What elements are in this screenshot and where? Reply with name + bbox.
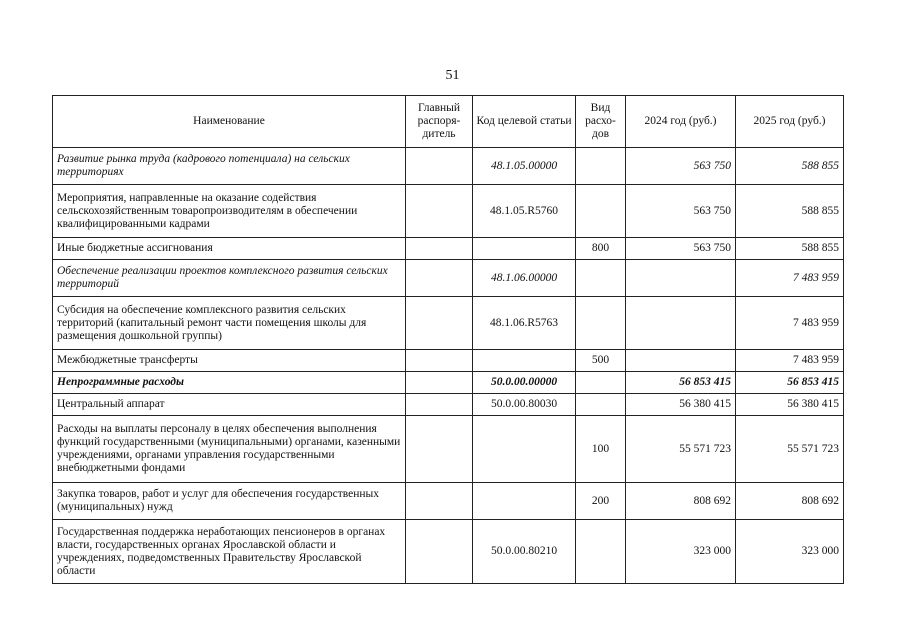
cell-code: 50.0.00.80030 [473,394,576,416]
cell-amount-2025: 588 855 [736,238,844,260]
cell-admin [406,350,473,372]
table-row [53,297,844,350]
table-row [53,394,844,416]
table-row [53,416,844,483]
header-code: Код целевой статьи [473,96,576,148]
cell-admin [406,260,473,297]
table-row [53,238,844,260]
cell-amount-2025: 56 380 415 [736,394,844,416]
table-header-row [53,96,844,148]
cell-amount-2024: 56 853 415 [626,372,736,394]
cell-amount-2025: 323 000 [736,520,844,584]
cell-amount-2024 [626,297,736,350]
cell-code [473,416,576,483]
cell-amount-2025: 7 483 959 [736,260,844,297]
cell-amount-2024: 808 692 [626,483,736,520]
header-name: Наименование [53,96,406,148]
cell-amount-2024: 563 750 [626,238,736,260]
table-row [53,148,844,185]
cell-expense-type: 200 [576,483,626,520]
cell-amount-2024: 563 750 [626,185,736,238]
table-row [53,350,844,372]
cell-expense-type [576,520,626,584]
cell-amount-2025: 588 855 [736,148,844,185]
cell-expense-type: 100 [576,416,626,483]
cell-name: Иные бюджетные ассигнования [53,238,406,260]
cell-amount-2025: 7 483 959 [736,297,844,350]
cell-code: 48.1.06.R5763 [473,297,576,350]
cell-admin [406,148,473,185]
cell-admin [406,372,473,394]
cell-admin [406,297,473,350]
cell-name: Межбюджетные трансферты [53,350,406,372]
cell-expense-type [576,372,626,394]
table-row [53,185,844,238]
cell-amount-2024: 563 750 [626,148,736,185]
cell-admin [406,483,473,520]
header-2025: 2025 год (руб.) [736,96,844,148]
cell-name: Обеспечение реализации проектов комплексного развития сельских территорий [53,260,406,297]
cell-amount-2024 [626,350,736,372]
cell-name: Центральный аппарат [53,394,406,416]
cell-expense-type [576,148,626,185]
cell-amount-2025: 55 571 723 [736,416,844,483]
budget-table [52,95,844,584]
header-admin: Главный распоря-дитель [406,96,473,148]
cell-name: Непрограммные расходы [53,372,406,394]
cell-code: 50.0.00.80210 [473,520,576,584]
table-row [53,260,844,297]
cell-name: Закупка товаров, работ и услуг для обеспечения государственных (муниципальных) нужд [53,483,406,520]
cell-admin [406,416,473,483]
cell-amount-2024 [626,260,736,297]
cell-code [473,238,576,260]
cell-name: Государственная поддержка неработающих пенсионеров в органах власти, государственных органах Ярославской области и учреждениях, подведомственных Правительству Ярославской области [53,520,406,584]
cell-name: Расходы на выплаты персоналу в целях обеспечения выполнения функций государственными (муниципальными) органами, казенными учреждениями, органами управления государственными внебюджетными фондами [53,416,406,483]
cell-name: Субсидия на обеспечение комплексного развития сельских территорий (капитальный ремонт части помещения школы для размещения дошкольной группы) [53,297,406,350]
cell-expense-type: 800 [576,238,626,260]
cell-name: Мероприятия, направленные на оказание содействия сельскохозяйственным товаропроизводителям в обеспечении квалифицированными кадрами [53,185,406,238]
cell-admin [406,185,473,238]
page-number: 51 [445,68,460,83]
table-row [53,483,844,520]
cell-amount-2024: 323 000 [626,520,736,584]
cell-code: 50.0.00.00000 [473,372,576,394]
cell-admin [406,520,473,584]
cell-admin [406,238,473,260]
table-row [53,372,844,394]
header-2024: 2024 год (руб.) [626,96,736,148]
cell-expense-type [576,297,626,350]
cell-code: 48.1.05.R5760 [473,185,576,238]
cell-amount-2025: 7 483 959 [736,350,844,372]
cell-amount-2024: 56 380 415 [626,394,736,416]
cell-code: 48.1.06.00000 [473,260,576,297]
cell-expense-type [576,185,626,238]
cell-amount-2025: 808 692 [736,483,844,520]
cell-name: Развитие рынка труда (кадрового потенциала) на сельских территориях [53,148,406,185]
table-row [53,520,844,584]
cell-amount-2024: 55 571 723 [626,416,736,483]
cell-expense-type [576,394,626,416]
cell-amount-2025: 588 855 [736,185,844,238]
cell-code: 48.1.05.00000 [473,148,576,185]
cell-code [473,350,576,372]
header-type: Вид расхо-дов [576,96,626,148]
cell-amount-2025: 56 853 415 [736,372,844,394]
cell-admin [406,394,473,416]
cell-expense-type [576,260,626,297]
cell-expense-type: 500 [576,350,626,372]
cell-code [473,483,576,520]
